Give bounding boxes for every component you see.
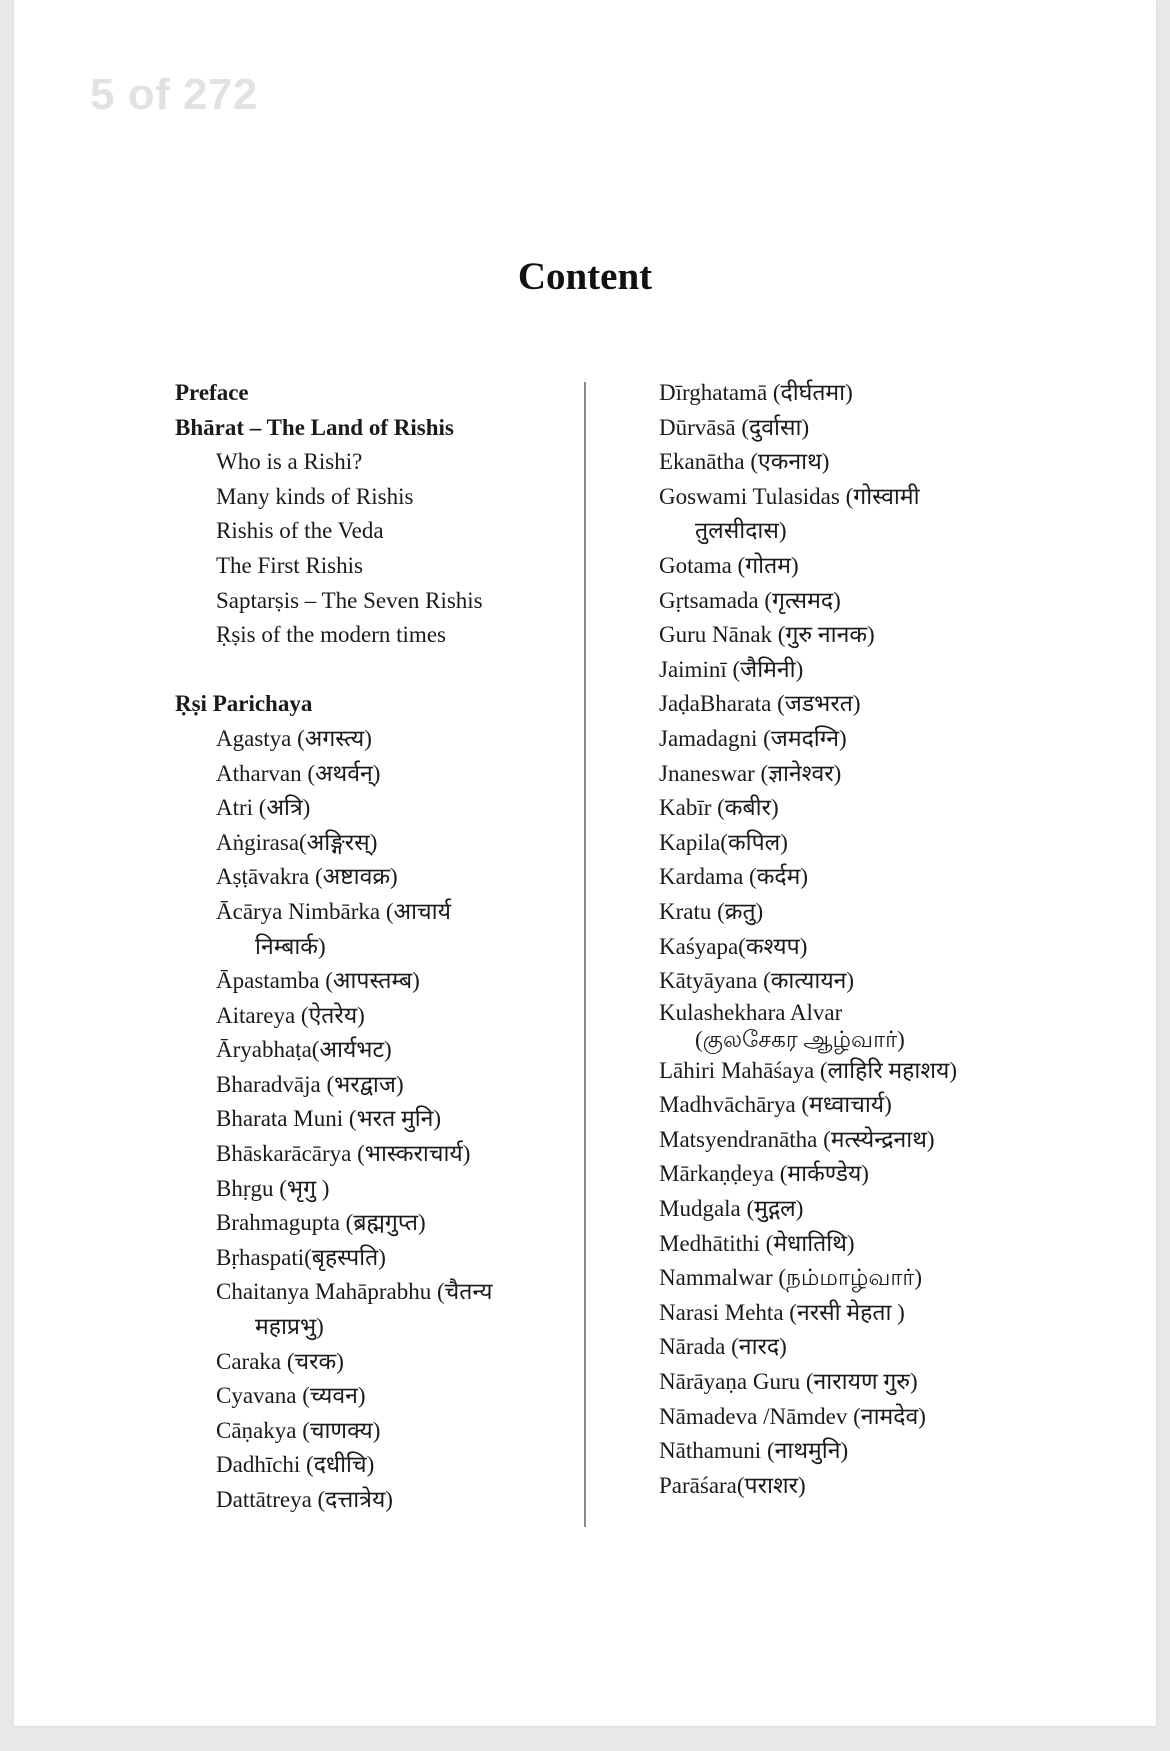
toc-entry: Nārāyaṇa Guru (नारायण गुरु) — [659, 1369, 918, 1395]
toc-entry: Goswami Tulasidas (गोस्वामी — [659, 483, 920, 509]
toc-section-heading: Bhārat – The Land of Rishis — [175, 414, 454, 440]
toc-entry: Caraka (चरक) — [216, 1348, 344, 1374]
toc-entry: Bhṛgu (भृगु ) — [216, 1175, 330, 1201]
toc-entry: Kabīr (कबीर) — [659, 795, 779, 821]
document-page — [14, 0, 1156, 1726]
toc-entry: Atri (अत्रि) — [216, 795, 311, 821]
toc-entry: Nāmadeva /Nāmdev (नामदेव) — [659, 1403, 926, 1429]
toc-entry: Agastya (अगस्त्य) — [216, 725, 372, 751]
toc-entry: Kātyāyana (कात्यायन) — [659, 968, 855, 994]
toc-right-column — [659, 376, 1139, 1503]
toc-entry: Bṛhaspati(बृहस्पति) — [216, 1244, 386, 1270]
toc-entry: Rishis of the Veda — [216, 518, 384, 544]
toc-entry: Guru Nānak (गुरु नानक) — [659, 622, 875, 648]
toc-entry: Mudgala (मुद्गल) — [659, 1196, 804, 1222]
toc-entry: Kratu (क्रतु) — [659, 898, 764, 924]
toc-entry: Atharvan (अथर्वन्) — [216, 760, 381, 786]
toc-entry: Brahmagupta (ब्रह्मगुप्त) — [216, 1210, 426, 1236]
toc-entry: Cyavana (च्यवन) — [216, 1383, 366, 1409]
toc-entry: Narasi Mehta (नरसी मेहता ) — [659, 1299, 905, 1325]
toc-entry: Aitareya (ऐतरेय) — [216, 1002, 365, 1028]
toc-entry: Kardama (कर्दम) — [659, 864, 808, 890]
toc-section-heading: Ṛṣi Parichaya — [175, 691, 313, 717]
toc-entry: Cāṇakya (चाणक्य) — [216, 1417, 381, 1443]
toc-entry: Who is a Rishi? — [216, 449, 363, 475]
toc-entry: JaḍaBharata (जडभरत) — [659, 691, 861, 717]
toc-entry: Kaśyapa(कश्यप) — [659, 933, 808, 959]
page-title: Content — [517, 255, 653, 298]
toc-entry: Dattātreya (दत्तात्रेय) — [216, 1487, 393, 1512]
toc-entry: Bharata Muni (भरत मुनि) — [216, 1106, 442, 1132]
toc-entry: Jaiminī (जैमिनी) — [659, 656, 804, 682]
toc-entry: Gotama (गोतम) — [659, 552, 799, 578]
toc-entry: Ekanātha (एकनाथ) — [659, 449, 830, 475]
toc-entry: Bhāskarācārya (भास्कराचार्य) — [216, 1141, 471, 1167]
toc-entry: Madhvāchārya (मध्वाचार्य) — [659, 1092, 892, 1118]
toc-entry: Nāthamuni (नाथमुनि) — [659, 1438, 849, 1464]
toc-entry-continuation: निम्बार्क) — [255, 933, 326, 959]
page-indicator: 5 of 272 — [90, 70, 258, 119]
toc-entry: Parāśara(पराशर) — [659, 1472, 806, 1498]
toc-entry: Nammalwar (நம்மாழ்வார்) — [659, 1265, 923, 1291]
toc-entry: Aṣṭāvakra (अष्टावक्र) — [216, 864, 398, 890]
toc-entry: Aṅgirasa(अङ्गिरस्) — [216, 829, 378, 855]
toc-left-column — [175, 376, 570, 1518]
toc-entry-continuation: महाप्रभु) — [255, 1314, 324, 1340]
toc-entry: Dūrvāsā (दुर्वासा) — [659, 414, 810, 440]
toc-entry: Mārkaṇḍeya (मार्कण्डेय) — [659, 1161, 869, 1187]
toc-entry-continuation: तुलसीदास) — [695, 518, 787, 544]
toc-entry: Matsyendranātha (मत्स्येन्द्रनाथ) — [659, 1126, 935, 1152]
toc-entry: Dīrghatamā (दीर्घतमा) — [659, 380, 853, 405]
toc-entry: Kulashekhara Alvar — [659, 999, 843, 1025]
toc-entry: Bharadvāja (भरद्वाज) — [216, 1071, 404, 1097]
toc-entry: Medhātithi (मेधातिथि) — [659, 1230, 855, 1256]
toc-entry: Jamadagni (जमदग्नि) — [659, 725, 847, 751]
toc-spacer — [175, 653, 570, 688]
toc-entry: Kapila(कपिल) — [659, 829, 788, 855]
toc-entry: Jnaneswar (ज्ञानेश्वर) — [659, 760, 842, 786]
toc-entry: Ācārya Nimbārka (आचार्य — [216, 898, 451, 924]
toc-entry: Āryabhaṭa(आर्यभट) — [216, 1037, 392, 1063]
toc-entry-continuation: (குலசேகர ஆழ்வார்) — [695, 1027, 905, 1053]
toc-entry: The First Rishis — [216, 552, 363, 578]
toc-entry: Many kinds of Rishis — [216, 483, 414, 509]
toc-entry: Gṛtsamada (गृत्समद) — [659, 587, 841, 613]
toc-entry: Nārada (नारद) — [659, 1334, 787, 1360]
toc-entry: Saptarṣis – The Seven Rishis — [216, 587, 483, 613]
toc-entry: Lāhiri Mahāśaya (लाहिरि महाशय) — [659, 1057, 957, 1083]
toc-entry: Ṛṣis of the modern times — [216, 622, 446, 648]
toc-entry: Chaitanya Mahāprabhu (चैतन्य — [216, 1279, 493, 1305]
toc-entry: Āpastamba (आपस्तम्ब) — [216, 968, 420, 994]
column-divider — [584, 382, 586, 1527]
toc-entry: Dadhīchi (दधीचि) — [216, 1452, 375, 1478]
toc-section-heading: Preface — [175, 380, 249, 405]
